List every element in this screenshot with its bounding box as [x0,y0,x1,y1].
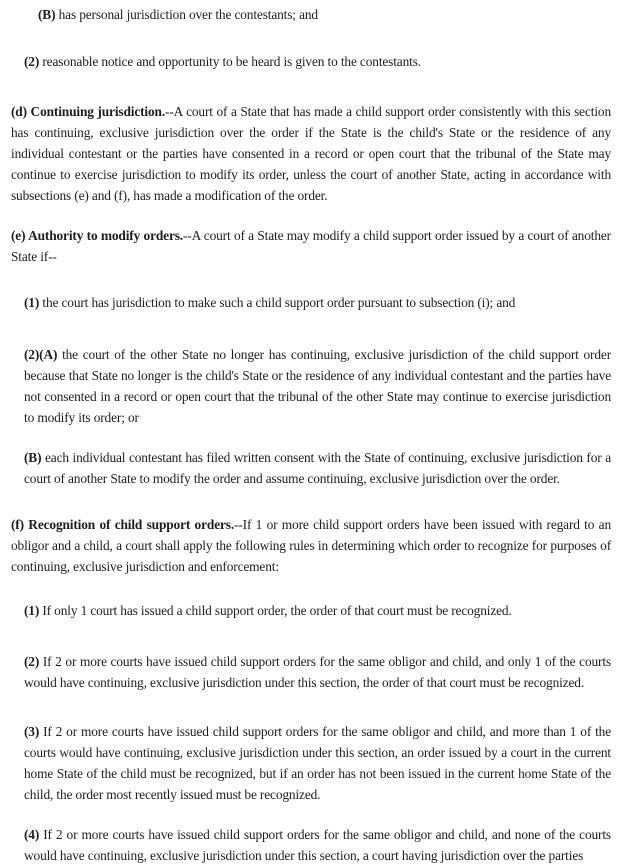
paragraph-b-personal-jurisdiction [38,4,611,25]
paragraph-text: If only 1 court has issued a child support order, the order of that court must be recognized. [39,603,512,618]
paragraph-label: (2)(A) [24,347,58,362]
paragraph-label: (1) [24,603,40,618]
paragraph-text: If 2 or more courts have issued child support orders for the same obligor and child, and more than 1 of the courts would have continuing, exclusive jurisdiction under this section, an order issued by a court in the current home State of the child must be recognized, but if an order has not been issued in the current home State of the child, the order most recently issued must be recognized. [24,724,611,802]
paragraph-text: has personal jurisdiction over the contestants; and [55,7,318,22]
paragraph-label: (2) [24,54,40,69]
paragraph-text: each individual contestant has filed written consent with the State of continuing, exclusive jurisdiction for a court of another State to modify the order and assume continuing, exclusive jurisdiction over the order. [24,450,611,486]
section-e-authority-to-modify [11,225,611,267]
paragraph-f2-two-or-more-one-continuing [24,651,611,693]
section-f-recognition-of-orders [11,514,611,577]
paragraph-label: (2) [24,654,40,669]
paragraph-2-reasonable-notice [24,51,611,72]
paragraph-text: reasonable notice and opportunity to be heard is given to the contestants. [39,54,421,69]
section-d-continuing-jurisdiction [11,101,611,206]
section-label: (f) [11,517,24,532]
paragraph-label: (B) [24,450,42,465]
paragraph-f1-only-one-court [24,600,611,621]
paragraph-e2a-no-longer-jurisdiction [24,344,611,428]
paragraph-label: (1) [24,295,40,310]
section-label: (e) [11,228,26,243]
paragraph-f3-more-than-one-continuing [24,721,611,805]
section-heading: Continuing jurisdiction. [26,104,166,119]
paragraph-text: the court of the other State no longer has continuing, exclusive jurisdiction of the child support order because that State no longer is the child's State or the residence of any individual contestant and the parties have not consented in a record or open court that the tribunal of the other State may continue to exercise jurisdiction to modify its order; or [24,347,611,425]
paragraph-text: the court has jurisdiction to make such a child support order pursuant to subsection (i); and [39,295,516,310]
section-label: (d) [11,104,27,119]
paragraph-label: (B) [38,7,56,22]
paragraph-label: (4) [24,827,40,842]
section-text: --A court of a State that has made a child support order consistently with this section has continuing, exclusive jurisdiction over the order if the State is the child's State or the residence of any individual contestant or the parties have consented in a record or open court that the tribunal of the State may continue to exercise jurisdiction to modify its order, unless the court of another State, acting in accordance with subsections (e) and (f), has made a modification of the order. [11,104,611,203]
paragraph-label: (3) [24,724,40,739]
section-text: --A court of a State may modify a child support order issued by a court of another State if-- [11,228,611,264]
paragraph-f4-none-continuing [24,824,611,866]
paragraph-text: If 2 or more courts have issued child support orders for the same obligor and child, and only 1 of the courts would have continuing, exclusive jurisdiction under this section, the order of that court must be recognized. [24,654,611,690]
section-heading: Authority to modify orders. [25,228,184,243]
paragraph-e2b-written-consent [24,447,611,489]
section-heading: Recognition of child support orders. [23,517,235,532]
section-text: --If 1 or more child support orders have been issued with regard to an obligor and a child, a court shall apply the following rules in determining which order to recognize for purposes of continuing, exclusive jurisdiction and enforcement: [11,517,611,574]
paragraph-text: If 2 or more courts have issued child support orders for the same obligor and child, and none of the courts would have continuing, exclusive jurisdiction under this section, a court having jurisdiction over the parties [24,827,611,863]
paragraph-e1-court-jurisdiction [24,292,611,313]
